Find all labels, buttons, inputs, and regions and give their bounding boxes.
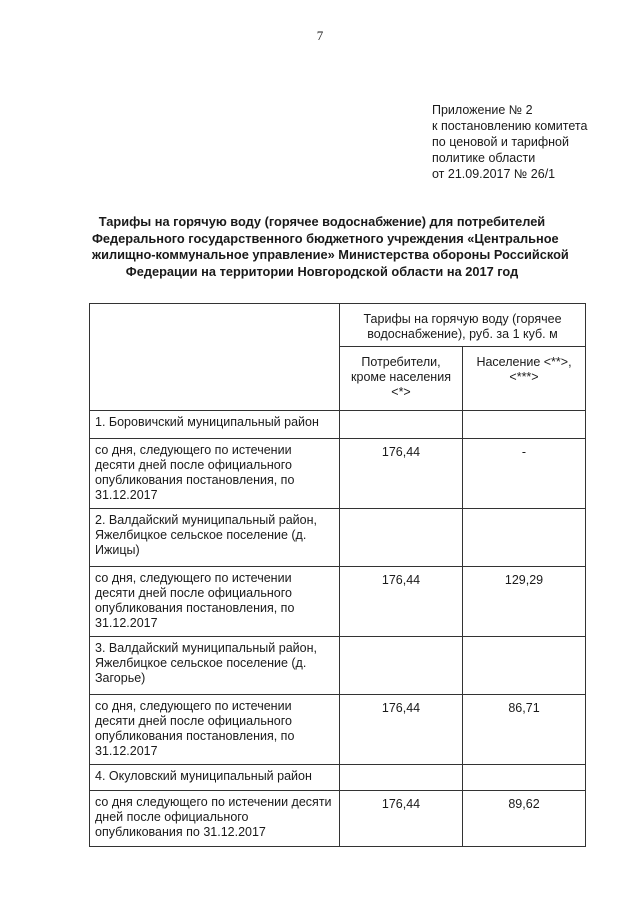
table-row xyxy=(90,637,586,695)
page-number: 7 xyxy=(316,28,324,43)
row-consumers-value: 176,44 xyxy=(340,567,463,637)
row-population-value: 86,71 xyxy=(463,695,586,765)
row-consumers-value xyxy=(340,637,463,695)
row-label: 4. Окуловский муниципальный район xyxy=(90,765,340,791)
row-label: 2. Валдайский муниципальный район, Яжелбицкое сельское поселение (д. Ижицы) xyxy=(90,509,340,567)
row-consumers-value xyxy=(340,509,463,567)
appendix-line: от 21.09.2017 № 26/1 xyxy=(432,167,556,181)
table-row xyxy=(90,509,586,567)
row-population-value: - xyxy=(463,439,586,509)
tariff-table xyxy=(89,303,586,847)
header-consumers: Потребители, кроме населения <*> xyxy=(340,347,463,411)
table-row xyxy=(90,439,586,509)
row-population-value: 89,62 xyxy=(463,791,586,847)
table-row xyxy=(90,567,586,637)
row-label: со дня, следующего по истечении десяти дней после официального опубликования постановления, по 31.12.2017 xyxy=(90,439,340,509)
table-row xyxy=(90,411,586,439)
title-line: жилищно-коммунальное управление» Министерства обороны Российской xyxy=(92,247,569,262)
row-population-value xyxy=(463,637,586,695)
row-consumers-value: 176,44 xyxy=(340,695,463,765)
document-title xyxy=(92,214,569,280)
table-header-row xyxy=(90,304,586,347)
row-population-value xyxy=(463,765,586,791)
appendix-line: по ценовой и тарифной xyxy=(432,135,569,149)
row-label: 1. Боровичский муниципальный район xyxy=(90,411,340,439)
row-population-value xyxy=(463,411,586,439)
title-line: Федерального государственного бюджетного учреждения «Центральное xyxy=(92,230,559,246)
title-line: Тарифы на горячую воду (горячее водоснабжение) для потребителей xyxy=(98,214,546,229)
title-line: Федерации на территории Новгородской области на 2017 год xyxy=(125,263,519,279)
row-label: 3. Валдайский муниципальный район, Яжелбицкое сельское поселение (д. Загорье) xyxy=(90,637,340,695)
appendix-line: к постановлению комитета xyxy=(432,119,588,133)
row-consumers-value: 176,44 xyxy=(340,791,463,847)
row-consumers-value xyxy=(340,765,463,791)
row-consumers-value xyxy=(340,411,463,439)
row-population-value xyxy=(463,509,586,567)
row-population-value: 129,29 xyxy=(463,567,586,637)
header-tariffs: Тарифы на горячую воду (горячее водоснабжение), руб. за 1 куб. м xyxy=(340,304,586,347)
appendix-line: политике области xyxy=(432,151,536,165)
header-empty-cell xyxy=(90,304,340,411)
row-label: со дня, следующего по истечении десяти дней после официального опубликования постановления, по 31.12.2017 xyxy=(90,695,340,765)
appendix-line: Приложение № 2 xyxy=(432,103,533,117)
row-consumers-value: 176,44 xyxy=(340,439,463,509)
row-label: со дня, следующего по истечении десяти дней после официального опубликования постановления, по 31.12.2017 xyxy=(90,567,340,637)
table-row xyxy=(90,765,586,791)
header-population: Население <**>, <***> xyxy=(463,347,586,411)
row-label: со дня следующего по истечении десяти дней после официального опубликования по 31.12.2017 xyxy=(90,791,340,847)
table-row xyxy=(90,791,586,847)
appendix-reference xyxy=(432,102,587,182)
table-row xyxy=(90,695,586,765)
